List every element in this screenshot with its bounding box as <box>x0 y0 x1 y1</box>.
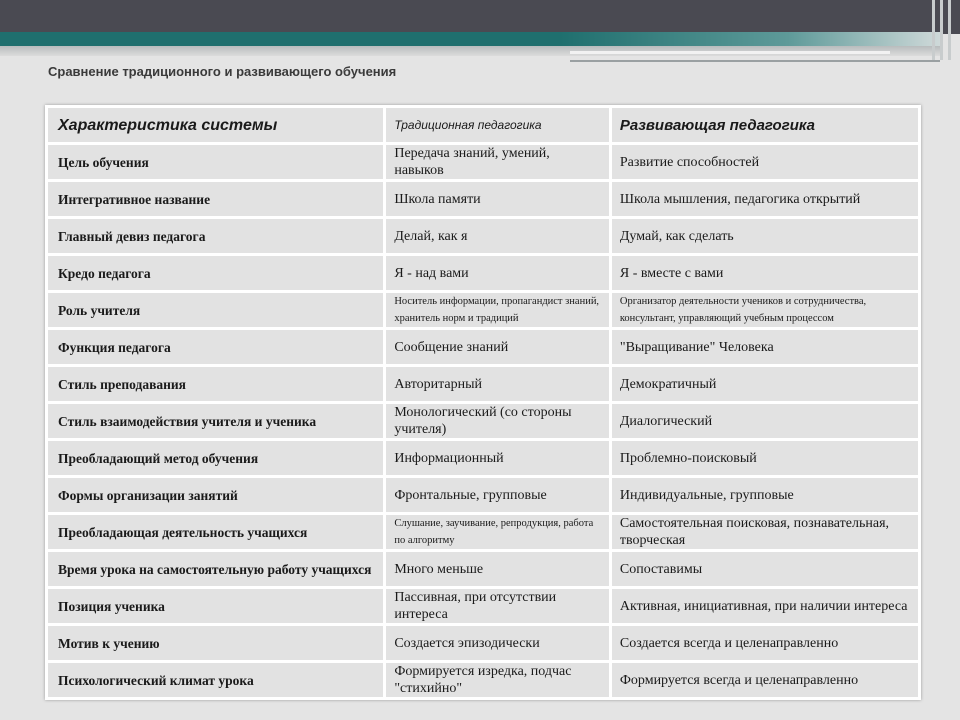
header-teal-fade <box>560 32 940 46</box>
row-developmental: Думай, как сделать <box>612 219 918 253</box>
header-characteristic: Характеристика системы <box>48 108 383 142</box>
row-traditional: Передача знаний, умений, навыков <box>386 145 609 179</box>
decor-line <box>570 51 890 54</box>
row-traditional: Я - над вами <box>386 256 609 290</box>
row-characteristic: Психологический климат урока <box>48 663 383 697</box>
row-characteristic: Цель обучения <box>48 145 383 179</box>
row-developmental: Индивидуальные, групповые <box>612 478 918 512</box>
row-developmental: Сопоставимы <box>612 552 918 586</box>
table-row <box>48 219 918 253</box>
table-row <box>48 478 918 512</box>
row-developmental: Школа мышления, педагогика открытий <box>612 182 918 216</box>
page-title: Сравнение традиционного и развивающего обучения <box>48 64 397 79</box>
header-developmental: Развивающая педагогика <box>612 108 918 142</box>
row-traditional: Слушание, заучивание, репродукция, работа по алгоритму <box>386 515 609 549</box>
row-traditional: Делай, как я <box>386 219 609 253</box>
row-characteristic: Мотив к учению <box>48 626 383 660</box>
row-traditional: Фронтальные, групповые <box>386 478 609 512</box>
table-row <box>48 256 918 290</box>
row-developmental: "Выращивание" Человека <box>612 330 918 364</box>
row-characteristic: Стиль преподавания <box>48 367 383 401</box>
decor-vertical-line <box>940 0 943 60</box>
row-characteristic: Стиль взаимодействия учителя и ученика <box>48 404 383 438</box>
header-traditional: Традиционная педагогика <box>386 108 609 142</box>
header-bar <box>0 0 960 34</box>
table-row <box>48 182 918 216</box>
row-characteristic: Роль учителя <box>48 293 383 327</box>
row-characteristic: Интегративное название <box>48 182 383 216</box>
row-traditional: Пассивная, при отсутствии интереса <box>386 589 609 623</box>
table-row <box>48 515 918 549</box>
row-developmental: Формируется всегда и целенаправленно <box>612 663 918 697</box>
row-traditional: Информационный <box>386 441 609 475</box>
comparison-table <box>45 105 921 700</box>
row-developmental: Создается всегда и целенаправленно <box>612 626 918 660</box>
row-traditional: Монологический (со стороны учителя) <box>386 404 609 438</box>
row-traditional: Сообщение знаний <box>386 330 609 364</box>
table-row <box>48 441 918 475</box>
table-row <box>48 330 918 364</box>
row-characteristic: Время урока на самостоятельную работу учащихся <box>48 552 383 586</box>
table-row <box>48 626 918 660</box>
decor-vertical-line <box>932 0 935 60</box>
table-row <box>48 145 918 179</box>
table-row <box>48 552 918 586</box>
row-traditional: Носитель информации, пропагандист знаний, хранитель норм и традиций <box>386 293 609 327</box>
table-row <box>48 663 918 697</box>
row-characteristic: Кредо педагога <box>48 256 383 290</box>
row-developmental: Самостоятельная поисковая, познавательная, творческая <box>612 515 918 549</box>
table-row <box>48 293 918 327</box>
row-traditional: Авторитарный <box>386 367 609 401</box>
decor-vertical-line <box>948 0 951 60</box>
row-characteristic: Формы организации занятий <box>48 478 383 512</box>
row-developmental: Демократичный <box>612 367 918 401</box>
row-characteristic: Позиция ученика <box>48 589 383 623</box>
table-header-row <box>48 108 918 142</box>
row-developmental: Организатор деятельности учеников и сотрудничества, консультант, управляющий учебным процессом <box>612 293 918 327</box>
row-developmental: Проблемно-поисковый <box>612 441 918 475</box>
row-developmental: Я - вместе с вами <box>612 256 918 290</box>
row-characteristic: Функция педагога <box>48 330 383 364</box>
row-characteristic: Преобладающий метод обучения <box>48 441 383 475</box>
row-traditional: Много меньше <box>386 552 609 586</box>
table-row <box>48 404 918 438</box>
row-traditional: Создается эпизодически <box>386 626 609 660</box>
table-row <box>48 367 918 401</box>
row-developmental: Активная, инициативная, при наличии интереса <box>612 589 918 623</box>
decor-line <box>570 60 940 62</box>
row-developmental: Развитие способностей <box>612 145 918 179</box>
row-developmental: Диалогический <box>612 404 918 438</box>
table-row <box>48 589 918 623</box>
row-traditional: Школа памяти <box>386 182 609 216</box>
row-characteristic: Главный девиз педагога <box>48 219 383 253</box>
row-characteristic: Преобладающая деятельность учащихся <box>48 515 383 549</box>
table <box>45 105 921 700</box>
row-traditional: Формируется изредка, подчас "стихийно" <box>386 663 609 697</box>
